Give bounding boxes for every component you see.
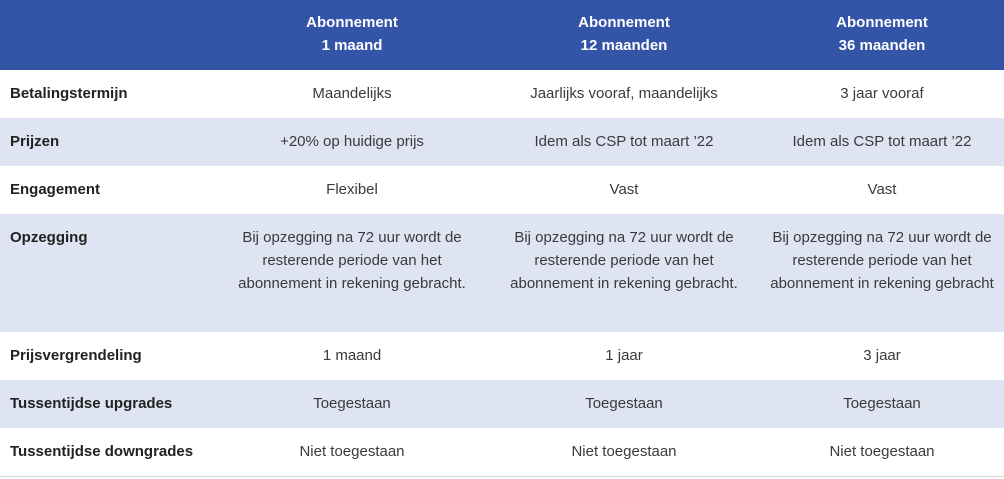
table-cell: 1 jaar: [605, 347, 643, 364]
header-plan-36-months: [760, 0, 1004, 70]
table-cell: 3 jaar vooraf: [840, 85, 924, 102]
row-label-engagement: Engagement: [10, 181, 101, 198]
table-cell: Bij opzegging na 72 uur wordt de resterende periode van het abonnement in rekening gebracht: [760, 214, 1004, 332]
row-label-betalingstermijn: Betalingstermijn: [10, 85, 128, 102]
table-cell: Flexibel: [326, 181, 378, 198]
table-bottom-divider: [0, 476, 1004, 477]
table-cell: Niet toegestaan: [571, 443, 677, 460]
header-plan-12-months: [488, 0, 760, 70]
table-cell: +20% op huidige prijs: [216, 118, 488, 166]
table-cell: Niet toegestaan: [829, 443, 935, 460]
header-plan-title: Abonnement: [306, 14, 398, 31]
row-label-tussentijdse-upgrades: Tussentijdse upgrades: [0, 380, 216, 428]
table-cell: Niet toegestaan: [299, 443, 405, 460]
table-cell: Toegestaan: [488, 380, 760, 428]
row-label-prijsvergrendeling: Prijsvergrendeling: [10, 347, 142, 364]
table-cell: Idem als CSP tot maart ’22: [488, 118, 760, 166]
header-plan-duration: 12 maanden: [580, 37, 668, 54]
table-cell: Bij opzegging na 72 uur wordt de resterende periode van het abonnement in rekening gebracht.: [216, 214, 488, 332]
header-plan-duration: 1 maand: [321, 37, 383, 54]
table-cell: Vast: [609, 181, 639, 198]
header-plan-title: Abonnement: [836, 14, 928, 31]
table-cell: Bij opzegging na 72 uur wordt de resterende periode van het abonnement in rekening gebracht.: [488, 214, 760, 332]
table-cell: Vast: [867, 181, 897, 198]
table-cell: Maandelijks: [312, 85, 392, 102]
table-cell: Toegestaan: [760, 380, 1004, 428]
row-label-opzegging: Opzegging: [0, 214, 216, 332]
header-corner: [0, 0, 216, 70]
header-plan-duration: 36 maanden: [838, 37, 926, 54]
header-plan-title: Abonnement: [578, 14, 670, 31]
row-label-tussentijdse-downgrades: Tussentijdse downgrades: [10, 443, 194, 460]
header-plan-1-month: [216, 0, 488, 70]
row-label-prijzen: Prijzen: [0, 118, 216, 166]
table-cell: 1 maand: [322, 347, 382, 364]
table-cell: 3 jaar: [863, 347, 901, 364]
table-cell: Idem als CSP tot maart ’22: [760, 118, 1004, 166]
table-cell: Toegestaan: [216, 380, 488, 428]
table-cell: Jaarlijks vooraf, maandelijks: [530, 85, 718, 102]
